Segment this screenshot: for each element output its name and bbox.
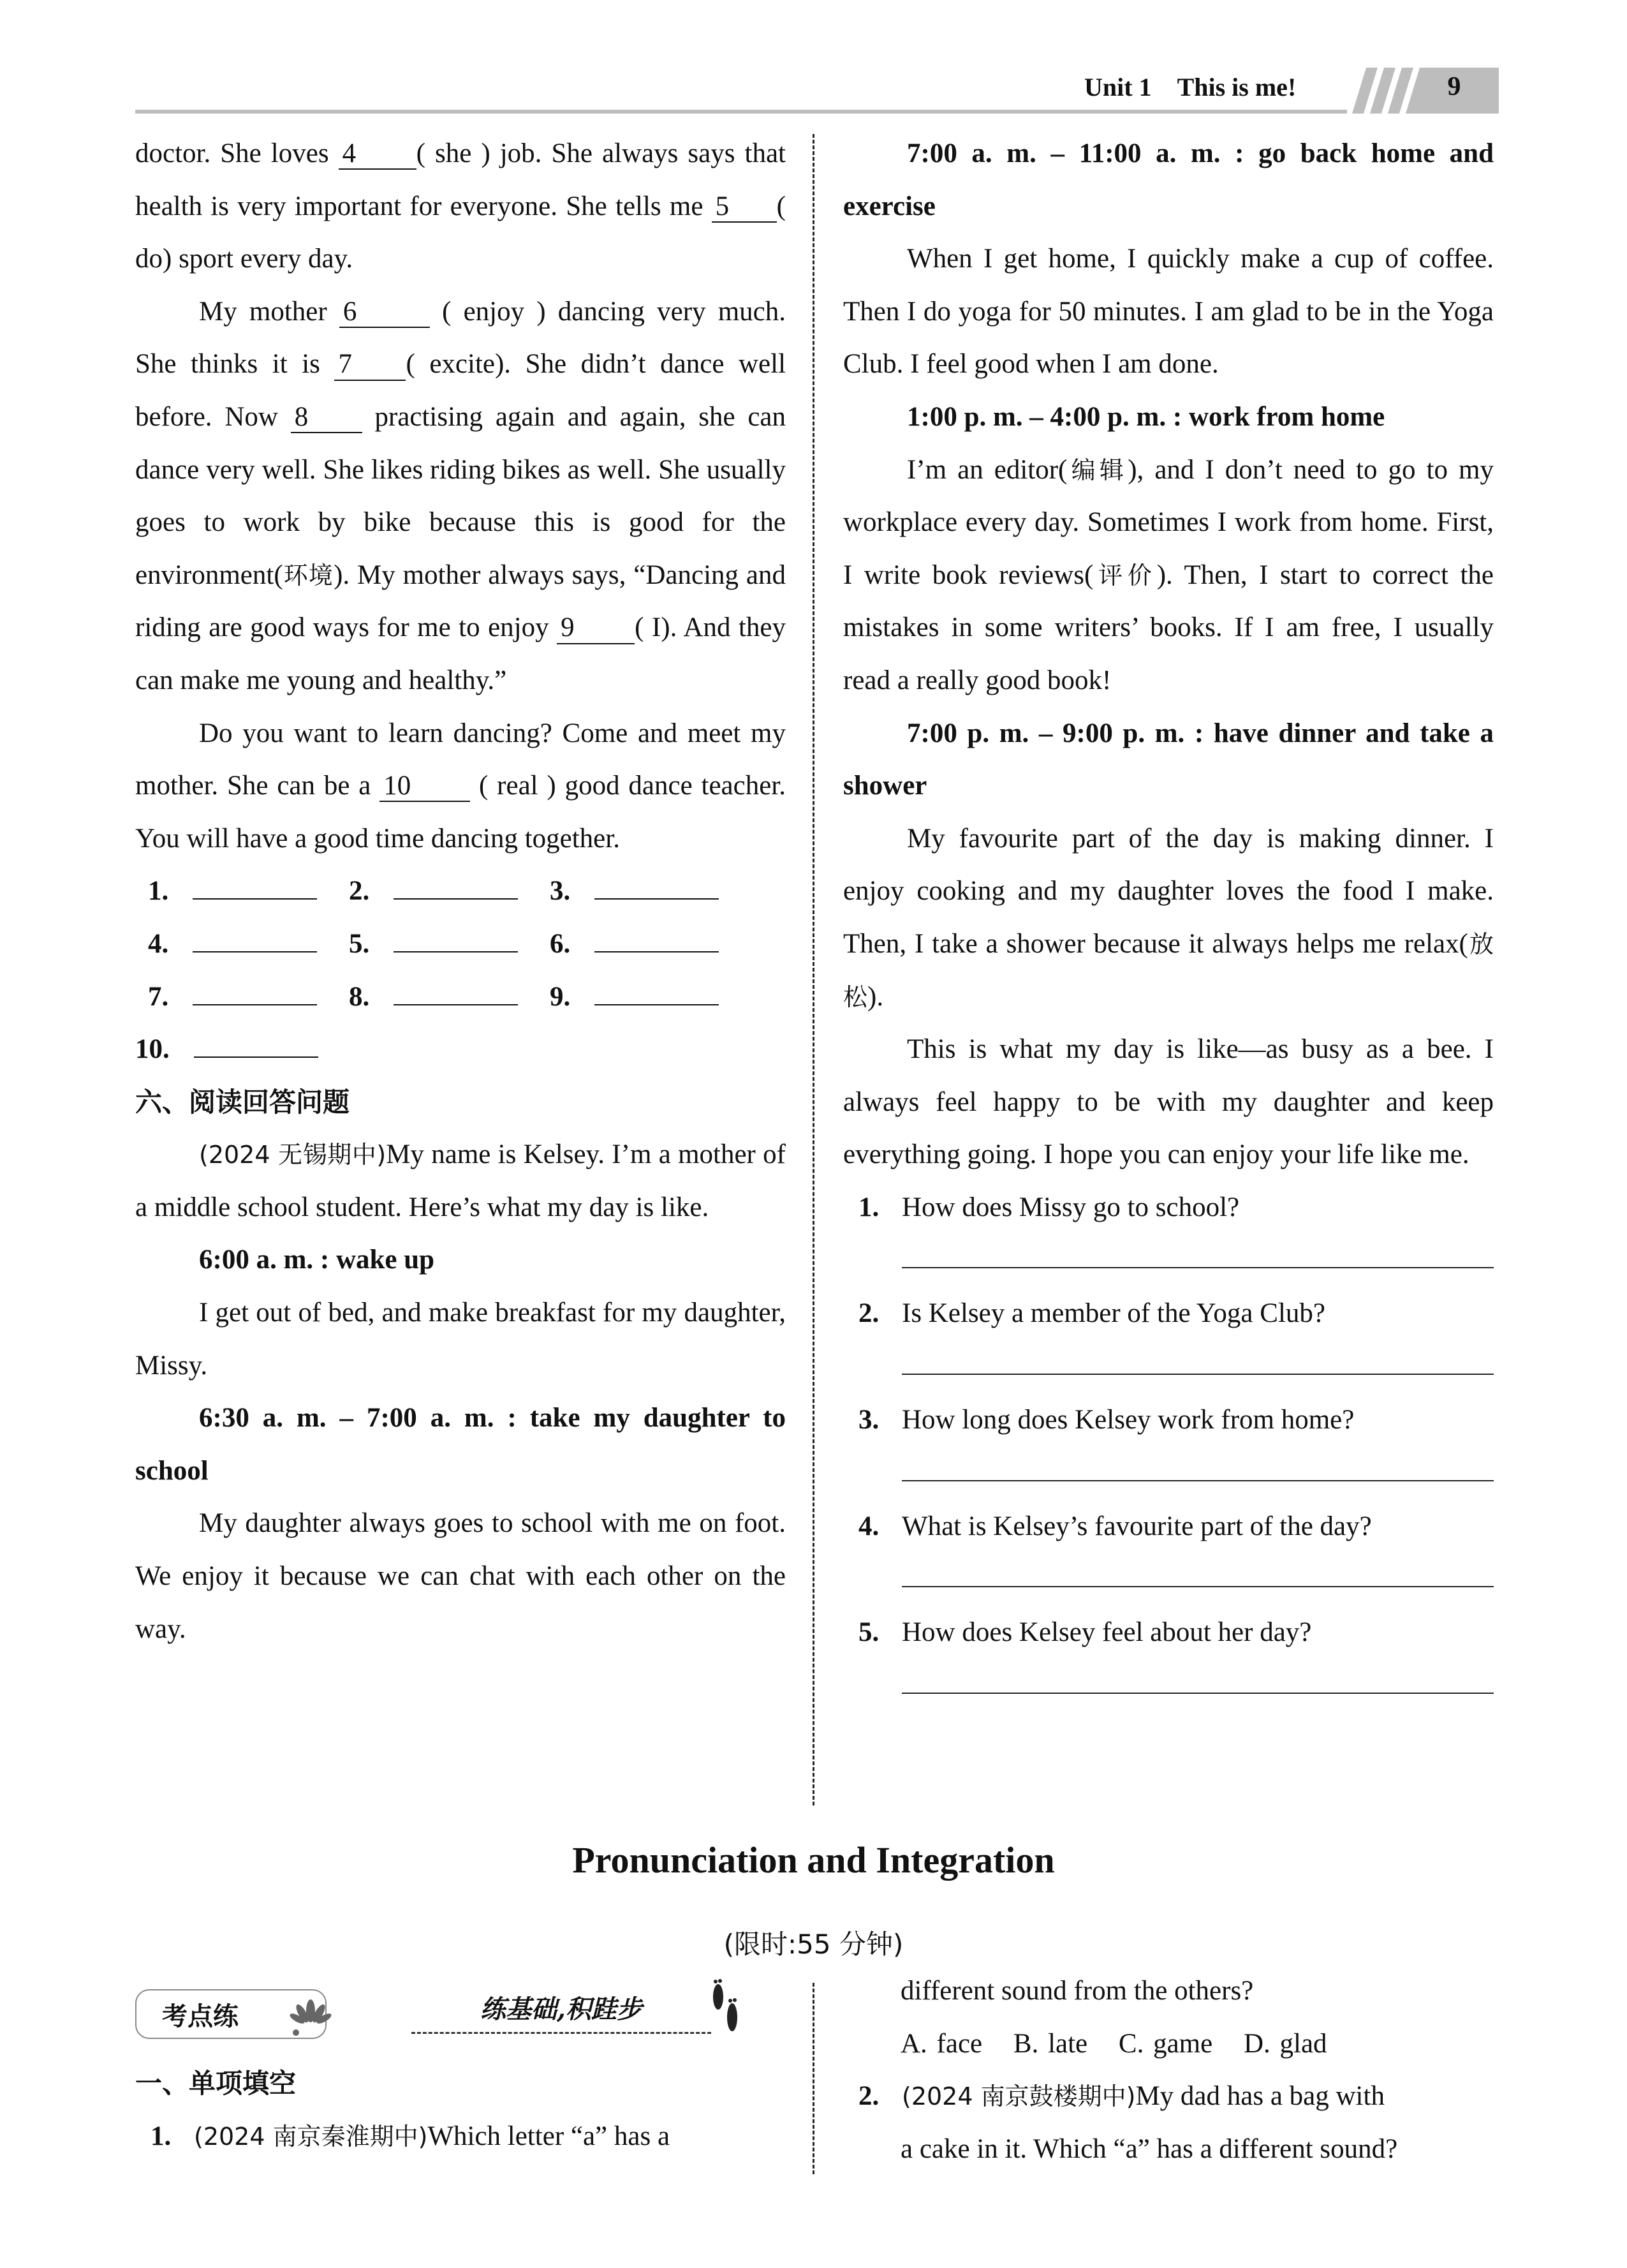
part-heading: 一、单项填空 — [135, 2068, 297, 2099]
lotus-icon — [288, 1993, 333, 2038]
question-item: 2. Is Kelsey a member of the Yoga Club? — [858, 1298, 1325, 1329]
answer-blanks-grid — [148, 865, 786, 1023]
cloze-paragraph-2: My mother 6 ( enjoy ) dancing very much. She thinks it is 7 ( excite). She didn’t dance well before. Now 8 practising again and again, she can dance very well. She likes riding bikes as well. She usually goes to work by bike because this is good for the environment(环境). My mother always says, “Dancing and riding are good ways for me to enjoy 9 ( I). And they can make me young and healthy.” — [135, 296, 786, 695]
blank-6: 6 — [339, 297, 430, 328]
right-column — [843, 128, 1494, 1713]
reading-section-heading: 六、阅读回答问题 — [135, 1086, 350, 1118]
practice-badge — [135, 1989, 327, 2039]
answer-line[interactable] — [902, 1340, 1494, 1375]
question-item: 3. How long does Kelsey work from home? — [858, 1405, 1355, 1435]
schedule-text: I get out of bed, and make breakfast for my daughter, Missy. — [135, 1298, 786, 1381]
running-header — [1084, 72, 1296, 102]
schedule-heading: 1:00 p. m. – 4:00 p. m. : work from home — [907, 401, 1385, 432]
page-number: 9 — [1447, 72, 1461, 101]
header-rule — [135, 110, 1347, 114]
answer-line[interactable] — [902, 1659, 1494, 1694]
unit-label: Unit 1 — [1084, 73, 1152, 101]
column-divider — [813, 1983, 814, 2174]
reading-closing: This is what my day is like—as busy as a bee. I always feel happy to be with my daughter and keep everything going. I hope you can enjoy your life like me. — [843, 1034, 1494, 1170]
answer-blank[interactable]: 7. — [148, 971, 349, 1024]
schedule-text: My favourite part of the day is making dinner. I enjoy cooking and my daughter loves the food I make. Then, I take a shower because it always helps me relax(放松). — [843, 823, 1494, 1012]
question-item: 5. How does Kelsey feel about her day? — [858, 1617, 1312, 1648]
mc-question-continued: different sound from the others? — [901, 1976, 1254, 2006]
schedule-heading: 7:00 a. m. – 11:00 a. m. : go back home and exercise — [843, 138, 1494, 221]
blank-7: 7 — [334, 349, 406, 380]
schedule-heading: 6:30 a. m. – 7:00 a. m. : take my daughter to school — [135, 1403, 786, 1486]
answer-blank[interactable]: 8. — [349, 971, 550, 1024]
footprints-icon — [707, 1978, 745, 2042]
schedule-heading: 7:00 p. m. – 9:00 p. m. : have dinner and take a shower — [843, 718, 1494, 801]
answer-blank[interactable]: 4. — [148, 918, 349, 971]
badge-label: 考点练 — [162, 2001, 239, 2031]
answer-line[interactable] — [902, 1553, 1494, 1587]
mc-question-continued: a cake in it. Which “a” has a different sound? — [901, 2133, 1398, 2164]
left-column — [135, 128, 786, 1656]
option-c[interactable]: C. game — [1118, 2028, 1213, 2059]
mc-question: 2. (2024 南京鼓楼期中)My dad has a bag with — [858, 2081, 1385, 2112]
option-b[interactable]: B. late — [1013, 2028, 1088, 2059]
schedule-heading: 6:00 a. m. : wake up — [199, 1245, 435, 1275]
blank-10: 10 — [379, 771, 470, 802]
answer-blank[interactable]: 6. — [550, 918, 751, 971]
cloze-paragraph-1: doctor. She loves 4 ( she ) job. She always says that health is very important for everyone. She tells me 5 ( do) sport every day. — [135, 138, 786, 274]
slogan: 练基础,积跬步 — [411, 1989, 711, 2034]
answer-blank[interactable]: 3. — [550, 865, 751, 918]
reading-questions — [843, 1182, 1494, 1694]
option-d[interactable]: D. glad — [1243, 2028, 1327, 2059]
blank-9: 9 — [557, 612, 635, 644]
column-divider — [813, 134, 814, 1805]
blank-4: 4 — [339, 138, 416, 170]
answer-line[interactable] — [902, 1447, 1494, 1481]
option-a[interactable]: A. face — [901, 2028, 983, 2059]
section-title: Pronunciation and Integration — [572, 1839, 1055, 1881]
answer-blank[interactable]: 5. — [349, 918, 550, 971]
unit-title: This is me! — [1177, 73, 1297, 101]
question-item: 1. How does Missy go to school? — [858, 1192, 1240, 1222]
source-tag: (2024 无锡期中) — [199, 1141, 387, 1169]
multiple-choice-right — [843, 1965, 1494, 2175]
source-tag: (2024 南京鼓楼期中) — [902, 2082, 1136, 2111]
answer-blank[interactable]: 9. — [550, 971, 751, 1024]
schedule-text: My daughter always goes to school with me on foot. We enjoy it because we can chat with each other on the way. — [135, 1508, 786, 1644]
schedule-text: I’m an editor(编辑), and I don’t need to go to my workplace every day. Sometimes I work from home. First, I write book reviews(评价). Then, I start to correct the mistakes in some writers’ books. If I am free, I usually read a really good book! — [843, 454, 1494, 695]
blank-8: 8 — [291, 402, 362, 433]
schedule-text: When I get home, I quickly make a cup of coffee. Then I do yoga for 50 minutes. I am glad to be in the Yoga Club. I feel good when I am done. — [843, 244, 1494, 380]
time-limit: (限时:55 分钟) — [723, 1929, 904, 1960]
answer-line[interactable] — [902, 1234, 1494, 1268]
mc-options — [901, 2018, 1494, 2071]
multiple-choice-left — [135, 2057, 786, 2163]
answer-blank[interactable]: 1. — [148, 865, 349, 918]
reading-intro: (2024 无锡期中)My name is Kelsey. I’m a mother of a middle school student. Here’s what my day is like. — [135, 1139, 786, 1222]
answer-blank[interactable]: 10. — [135, 1023, 786, 1076]
blank-5: 5 — [712, 191, 777, 223]
answer-blank[interactable]: 2. — [349, 865, 550, 918]
cloze-paragraph-3: Do you want to learn dancing? Come and meet my mother. She can be a 10 ( real ) good dance teacher. You will have a good time dancing together. — [135, 718, 786, 854]
question-item: 4. What is Kelsey’s favourite part of the day? — [858, 1511, 1372, 1541]
mc-question: 1. (2024 南京秦淮期中)Which letter “a” has a — [151, 2121, 670, 2151]
source-tag: (2024 南京秦淮期中) — [194, 2122, 428, 2151]
